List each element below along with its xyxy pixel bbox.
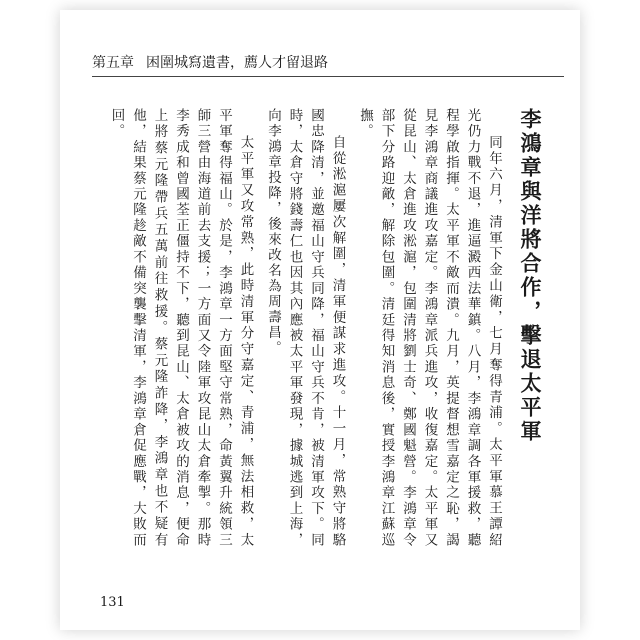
book-page: [60, 10, 580, 630]
vertical-text-body: [100, 108, 550, 548]
header-rule: [92, 76, 564, 77]
page-number: 131: [100, 595, 125, 610]
paragraph-2: 自從淞滬屢次解圍，清軍便謀求進攻。十一月，常熟守將駱國忠降清，並邀福山守兵同降，福山守兵不肯，被清軍攻下。同時，太倉守將錢壽仁也因其內應被太平軍發現，據城逃到上海，向李鴻章投降，後來改名為周壽昌。: [265, 108, 346, 548]
paragraph-3: 太平軍又攻常熟，此時清軍分守嘉定、青浦，無法相救，太平軍奪得福山。於是，李鴻章一方面堅守常熟，命黃翼升統領三師三營由海道前去支援；一方面又令陸軍攻昆山太倉牽掣。那時李秀成和曾國荃正僵持不下，聽到昆山、太倉被攻的消息，便命上將蔡元隆帶兵五萬前往救援。蔡元隆詐降，李鴻章也不疑有他，結果蔡元隆趁敵不備突襲擊清軍，李鴻章倉促應戰，大敗而回。: [108, 108, 254, 548]
paragraph-1: 同年六月，清軍下金山衛，七月奪得青浦。太平軍慕王譚紹光仍力戰不退，進逼澱西法華鎮。八月，李鴻章調各軍援救，聽程學啟指揮。太平軍不敵而潰。九月，英提督想雪嘉定之恥，謁見李鴻章商議進攻嘉定。李鴻章派兵進攻，收復嘉定。太平軍又從昆山、太倉進攻淞滬，包圍清將劉士奇、鄭國魁營。李鴻章令部下分路迎敵，解除包圍。清廷得知消息後，實授李鴻章江蘇巡撫。: [357, 108, 502, 548]
section-heading: 李鴻章與洋將合作，擊退太平軍: [518, 108, 542, 444]
running-header: [92, 52, 562, 74]
chapter-number: 第五章: [92, 55, 134, 71]
chapter-title: 困圍城寫遺書，薦人才留退路: [146, 55, 328, 71]
